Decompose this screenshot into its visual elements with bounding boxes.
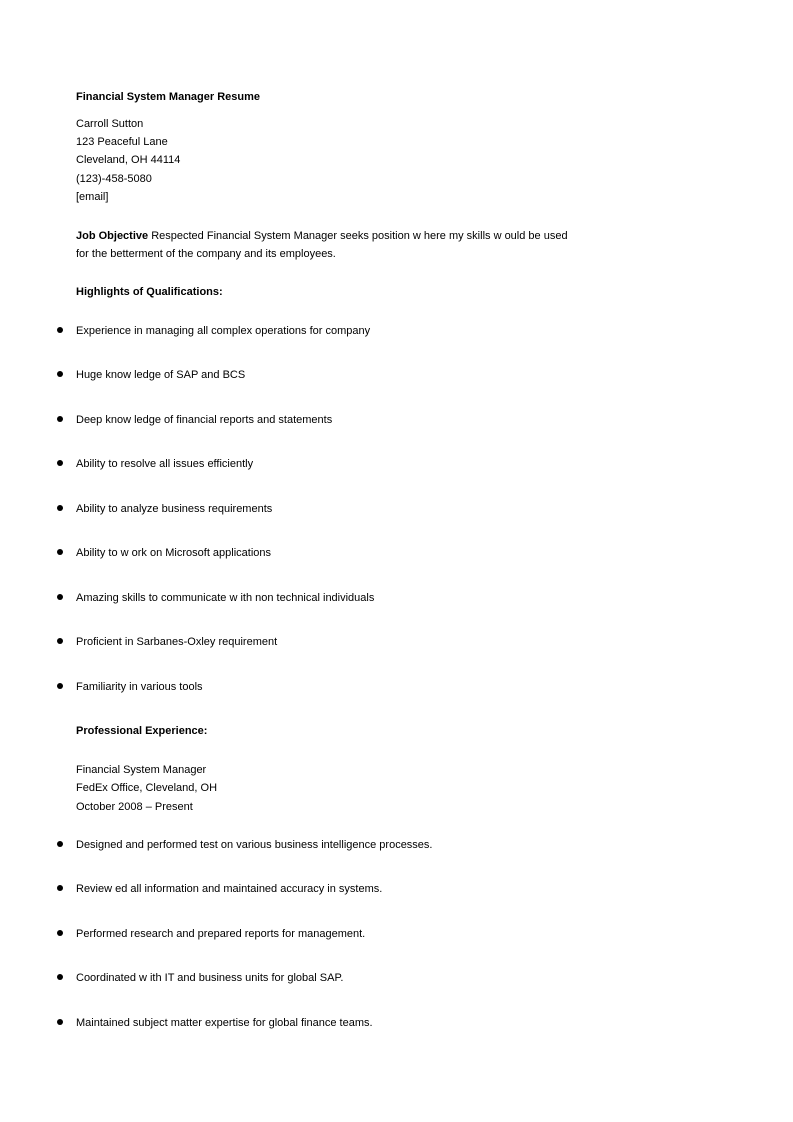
company: FedEx Office, Cleveland, OH [76,782,218,794]
employment-dates: October 2008 – Present [76,801,193,813]
highlight-item: Ability to w ork on Microsoft applications [76,547,272,559]
bullet-icon [57,683,63,689]
duty-item: Review ed all information and maintained accuracy in systems. [76,883,383,895]
contact-address: 123 Peaceful Lane [76,136,168,148]
objective-text-2: for the betterment of the company and its employees. [76,248,336,260]
contact-phone: (123)-458-5080 [76,173,152,185]
duty-item: Coordinated w ith IT and business units for global SAP. [76,972,344,984]
bullet-icon [57,505,63,511]
bullet-icon [57,1019,63,1025]
highlight-item: Ability to analyze business requirements [76,503,273,515]
document-title: Financial System Manager Resume [76,91,261,103]
bullet-icon [57,416,63,422]
bullet-icon [57,638,63,644]
bullet-icon [57,549,63,555]
contact-email: [email] [76,191,109,203]
duty-item: Maintained subject matter expertise for global finance teams. [76,1017,373,1029]
contact-city: Cleveland, OH 44114 [76,154,181,166]
highlight-item: Ability to resolve all issues efficiently [76,458,254,470]
bullet-icon [57,594,63,600]
objective-label: Job Objective [76,230,149,242]
bullet-icon [57,930,63,936]
highlight-item: Familiarity in various tools [76,681,203,693]
highlight-item: Experience in managing all complex operations for company [76,325,371,337]
highlight-item: Proficient in Sarbanes-Oxley requirement [76,636,278,648]
bullet-icon [57,974,63,980]
highlight-item: Huge know ledge of SAP and BCS [76,369,246,381]
bullet-icon [57,460,63,466]
experience-heading: Professional Experience: [76,725,208,737]
objective-text-1: Respected Financial System Manager seeks position w here my skills w ould be used [151,230,568,242]
job-title: Financial System Manager [76,764,207,776]
duty-item: Designed and performed test on various business intelligence processes. [76,839,433,851]
duty-item: Performed research and prepared reports for management. [76,928,366,940]
bullet-icon [57,327,63,333]
objective-line-1 [76,229,568,243]
bullet-icon [57,371,63,377]
bullet-icon [57,885,63,891]
highlights-heading: Highlights of Qualifications: [76,286,223,298]
highlight-item: Deep know ledge of financial reports and statements [76,414,333,426]
contact-name: Carroll Sutton [76,118,144,130]
highlight-item: Amazing skills to communicate w ith non technical individuals [76,592,375,604]
bullet-icon [57,841,63,847]
